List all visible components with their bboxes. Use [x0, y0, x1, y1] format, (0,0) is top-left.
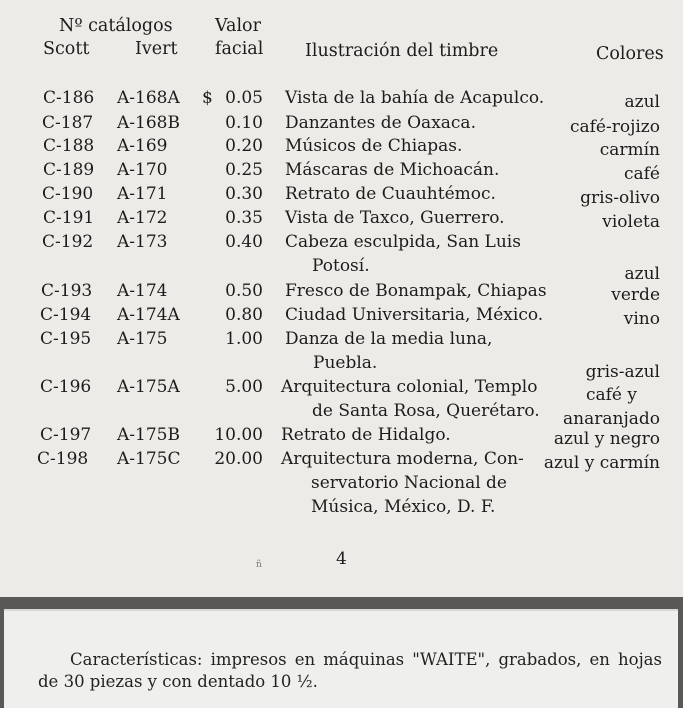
ivert-number: A-169: [117, 136, 168, 156]
stamp-illustration: Músicos de Chiapas.: [285, 136, 463, 156]
scott-number: C-198: [37, 449, 89, 469]
scott-number: C-186: [43, 88, 95, 108]
header-ilustracion: Ilustración del timbre: [305, 41, 499, 61]
scott-number: C-187: [42, 113, 94, 133]
header-valor: Valor: [215, 16, 261, 36]
smudge-mark: ñ: [256, 560, 262, 570]
header-facial: facial: [215, 39, 264, 59]
ivert-number: A-171: [117, 184, 168, 204]
stamp-illustration: Danzantes de Oaxaca.: [285, 113, 476, 133]
face-value: 0.30: [225, 184, 263, 204]
characteristics-note: Características: impresos en máquinas "WAITE", grabados, en hojas de 30 piezas y con dentado 10 ½.: [38, 650, 662, 691]
scott-number: C-194: [40, 305, 92, 325]
stamp-illustration: Potosí.: [312, 256, 370, 276]
face-value: 0.40: [225, 232, 263, 252]
stamp-illustration: de Santa Rosa, Querétaro.: [312, 401, 540, 421]
stamp-illustration: Danza de la media luna,: [285, 329, 493, 349]
face-value: 20.00: [214, 449, 263, 469]
ivert-number: A-175: [117, 329, 168, 349]
ivert-number: A-174A: [117, 305, 180, 325]
stamp-illustration: servatorio Nacional de: [311, 473, 507, 493]
stamp-illustration: Cabeza esculpida, San Luis: [285, 232, 521, 252]
scott-number: C-190: [42, 184, 94, 204]
scott-number: C-195: [40, 329, 92, 349]
scott-number: C-191: [43, 208, 95, 228]
face-value: 0.20: [225, 136, 263, 156]
stamp-color: azul: [624, 264, 660, 284]
face-value: 0.10: [225, 113, 263, 133]
face-value: 0.25: [225, 160, 263, 180]
stamp-color: azul: [624, 92, 660, 112]
stamp-color: carmín: [599, 140, 660, 160]
stamp-color: verde: [611, 285, 660, 305]
face-value: 0.80: [225, 305, 263, 325]
ivert-number: A-173: [117, 232, 168, 252]
scott-number: C-188: [43, 136, 95, 156]
stamp-color: gris-azul: [585, 362, 660, 382]
ivert-number: A-175B: [117, 425, 180, 445]
stamp-illustration: Música, México, D. F.: [311, 497, 496, 517]
scott-number: C-189: [43, 160, 95, 180]
stamp-illustration: Arquitectura moderna, Con-: [281, 449, 524, 469]
stamp-illustration: Retrato de Cuauhtémoc.: [285, 184, 496, 204]
stamp-color: azul y carmín: [543, 453, 660, 473]
header-ivert: Ivert: [135, 39, 178, 59]
stamp-color: gris-olivo: [580, 188, 660, 208]
scott-number: C-192: [42, 232, 94, 252]
face-value: 5.00: [225, 377, 263, 397]
stamp-color: café-rojizo: [569, 117, 660, 137]
stamp-illustration: Arquitectura colonial, Templo: [281, 377, 538, 397]
header-colores: Colores: [596, 44, 664, 64]
currency-symbol: $: [202, 88, 213, 108]
ivert-number: A-175C: [117, 449, 181, 469]
face-value: 0.50: [225, 281, 263, 301]
stamp-illustration: Ciudad Universitaria, México.: [285, 305, 544, 325]
page-number: 4: [336, 549, 347, 569]
stamp-illustration: Vista de la bahía de Acapulco.: [285, 88, 545, 108]
ivert-number: A-172: [117, 208, 168, 228]
face-value: 0.05: [225, 88, 263, 108]
stamp-color: azul y negro: [553, 429, 660, 449]
stamp-illustration: Fresco de Bonampak, Chiapas: [285, 281, 547, 301]
header-catalog-label: Nº catálogos: [59, 16, 173, 36]
stamp-color: vino: [623, 309, 660, 329]
stamp-color: café y: [585, 385, 637, 405]
ivert-number: A-174: [117, 281, 168, 301]
scott-number: C-193: [41, 281, 93, 301]
stamp-color: café: [623, 164, 660, 184]
header-scott: Scott: [43, 39, 90, 59]
ivert-number: A-170: [117, 160, 168, 180]
stamp-illustration: Máscaras de Michoacán.: [285, 160, 500, 180]
face-value: 10.00: [214, 425, 263, 445]
scott-number: C-197: [40, 425, 92, 445]
ivert-number: A-168A: [117, 88, 180, 108]
ivert-number: A-175A: [117, 377, 180, 397]
stamp-illustration: Puebla.: [313, 353, 378, 373]
face-value: 0.35: [225, 208, 263, 228]
face-value: 1.00: [225, 329, 263, 349]
stamp-illustration: Retrato de Hidalgo.: [281, 425, 451, 445]
stamp-color: anaranjado: [563, 409, 660, 429]
stamp-color: violeta: [602, 212, 660, 232]
ivert-number: A-168B: [117, 113, 180, 133]
scott-number: C-196: [40, 377, 92, 397]
stamp-illustration: Vista de Taxco, Guerrero.: [285, 208, 505, 228]
